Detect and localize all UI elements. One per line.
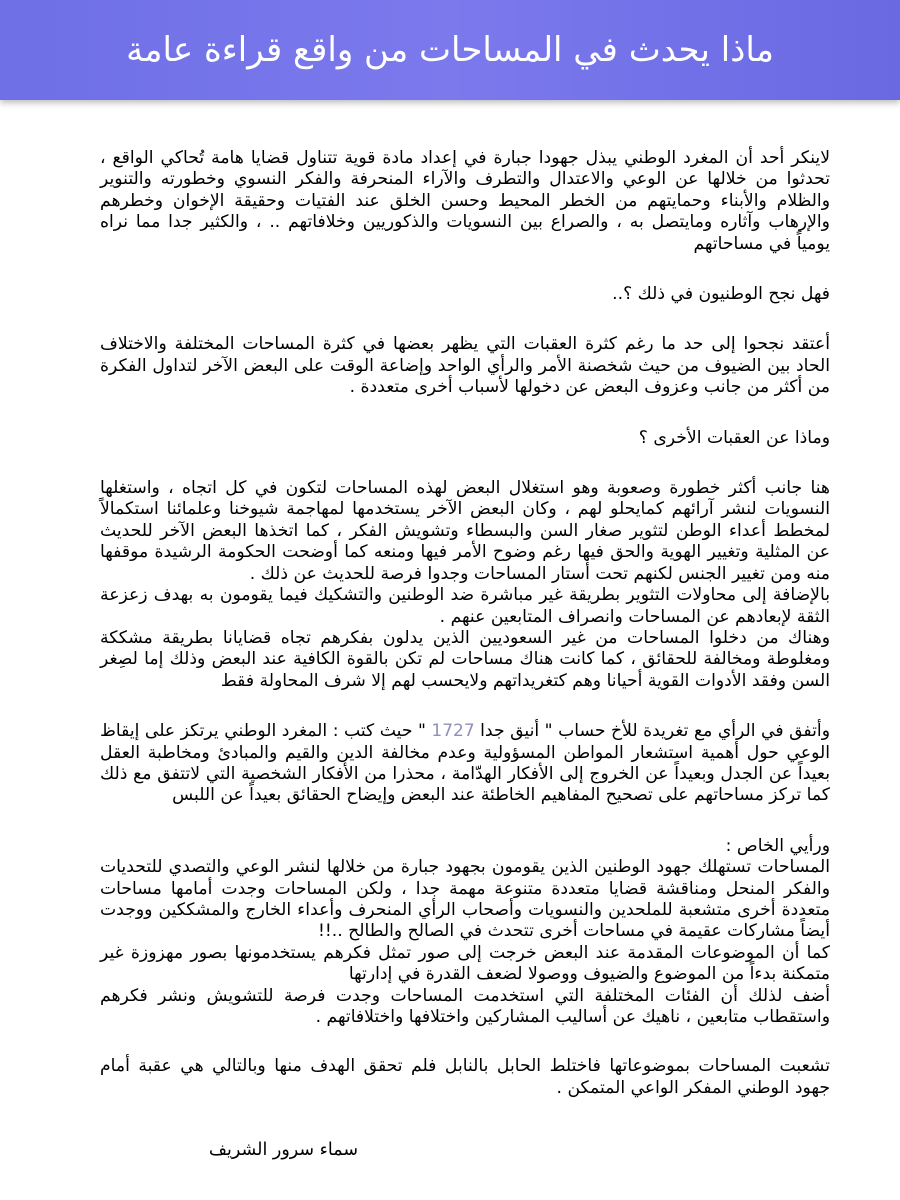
paragraph-spaces-effort: المساحات تستهلك جهود الوطنين الذين يقومون بجهود جبارة من خلالها لنشر الوعي والتصدي للتحديات والفكر المنحل ومناقشة قضايا متعددة متنوعة مهمة جدا ، ولكن المساحات وجدت أمامها مساحات متعددة أخرى متشعبة للملحدين والنسويات وأصحاب الرأي المنحرف وأعداء الخارج والمشككين ووجدت أيضاً مشاركات عقيمة في مساحات أخرى تتحدث في الصالح والطالح ..!! — [100, 857, 830, 942]
question-success: فهل نجح الوطنيون في ذلك ؟.. — [612, 284, 830, 305]
paragraph-exploitation: هنا جانب أكثر خطورة وصعوبة وهو استغلال البعض لهذه المساحات لتكون في كل اتجاه ، واستغلها النسويات لنشر آرائهم كمايحلو لهم ، وكان البعض الآخر يستخدمها لمهاجمة شيوخنا وعلمائنا استكمالاً لمخطط أعداء الوطن لتثوير صغار السن والبسطاء وتشويش الفكر ، كما اتخذها البعض الآخر للحديث عن المثلية وتغيير الهوية والحق فيها رغم وضوح الأمر فيها ومنعه كما أوضحت الحكومة الرشيدة موقفها منه ومن تغيير الجنس لكنهم تحت أستار المساحات وجدوا فرصة للحديث عن ذلك . — [100, 478, 830, 584]
paragraph-topics: كما أن الموضوعات المقدمة عند البعض خرجت إلى صور تمثل فكرهم يستخدمونها بصور مهزوزة غير متمكنة بدءاً من الموضوع والضيوف ووصولا لضعف القدرة في إدارتها — [100, 942, 830, 985]
heading-personal-opinion: ورأيي الخاص : — [725, 835, 830, 856]
header-bar — [0, 0, 900, 100]
quote-body-text: " حيث كتب : المغرد الوطني يرتكز على إيقاظ الوعي حول أهمية استشعار المواطن المسؤولية وعدم مخالفة الدين والقيم والمبادئ ومخاطبة العقل بعيداً عن الجدل وبعيداً عن الخروج إلى الأفكار الهدّامة ، محذرا من الأفكار الشخصية التي لاتتفق مع ذلك كما تركز مساحاتهم على تصحيح المفاهيم الخاطئة عند البعض وإيضاح الحقائق بعيداً عن اللبس — [100, 721, 830, 806]
author-signature: سماء سرور الشريف — [208, 1140, 358, 1160]
article-body — [100, 148, 830, 1099]
paragraph-groups: أضف لذلك أن الفئات المختلفة التي استخدمت المساحات وجدت فرصة للتشويش ونشر فكرهم واستقطاب متابعين ، ناهيك عن أساليب المشاركين واختلافها واختلافاتهم . — [100, 985, 830, 1027]
paragraph-quote — [100, 721, 830, 807]
question-other-obstacles: وماذا عن العقبات الأخرى ؟ — [638, 427, 830, 448]
quote-lead-text: وأتفق في الرأي مع تغريدة للأخ حساب " أنيق جدا — [474, 721, 830, 742]
account-number: 1727 — [431, 721, 475, 742]
page-title: ماذا يحدث في المساحات من واقع قراءة عامة — [126, 30, 774, 70]
paragraph-intro: لاينكر أحد أن المغرد الوطني يبذل جهودا جبارة في إعداد مادة قوية تتناول قضايا هامة تُحاكي الواقع ، تحدثوا من خلالها عن الوعي والاعتدال والتطرف والآراء المنحرفة والفكر النسوي وخطورته والتنوير والظلام والأبناء وحمايتهم من الخطر المحيط وحسن الخلق عند الفتيات وحقيقة الإخوان وخطرهم والإرهاب وآثاره ومايتصل به ، والصراع بين النسويات والذكوريين وخلافاتهم .. ، والكثير جدا مما نراه يومياً في مساحاتهم — [100, 148, 830, 254]
paragraph-conclusion: تشعبت المساحات بموضوعاتها فاختلط الحابل بالنابل فلم تحقق الهدف منها وبالتالي هي عقبة أمام جهود الوطني المفكر الواعي المتمكن . — [100, 1056, 830, 1098]
paragraph-obstacles: أعتقد نجحوا إلى حد ما رغم كثرة العقبات التي يظهر بعضها في كثرة المساحات المختلفة والاختلاف الحاد بين الضيوف من حيث شخصنة الأمر والرأي الواحد وإضاعة الوقت على البعض الآخر لتداول الفكرة من أكثر من جانب وعزوف البعض عن دخولها لأسباب أخرى متعددة . — [100, 334, 830, 398]
paragraph-non-saudis: وهناك من دخلوا المساحات من غير السعوديين الذين يدلون بفكرهم تجاه قضايانا بطريقة مشككة ومغلوطة ومخالفة للحقائق ، كما كانت هناك مساحات لم تكن بالقوة الكافية عند البعض وذلك إما لصِغر السن وفقد الأدوات القوية أحيانا وهم كتغريداتهم ولايحسب لهم إلا شرف المحاولة فقط — [100, 627, 830, 691]
paragraph-incitement: بالإضافة إلى محاولات التثوير بطريقة غير مباشرة ضد الوطنين والتشكيك فيما يقومون به بهدف زعزعة الثقة لإبعادهم عن المساحات وانصراف المتابعين عنهم . — [100, 585, 830, 627]
